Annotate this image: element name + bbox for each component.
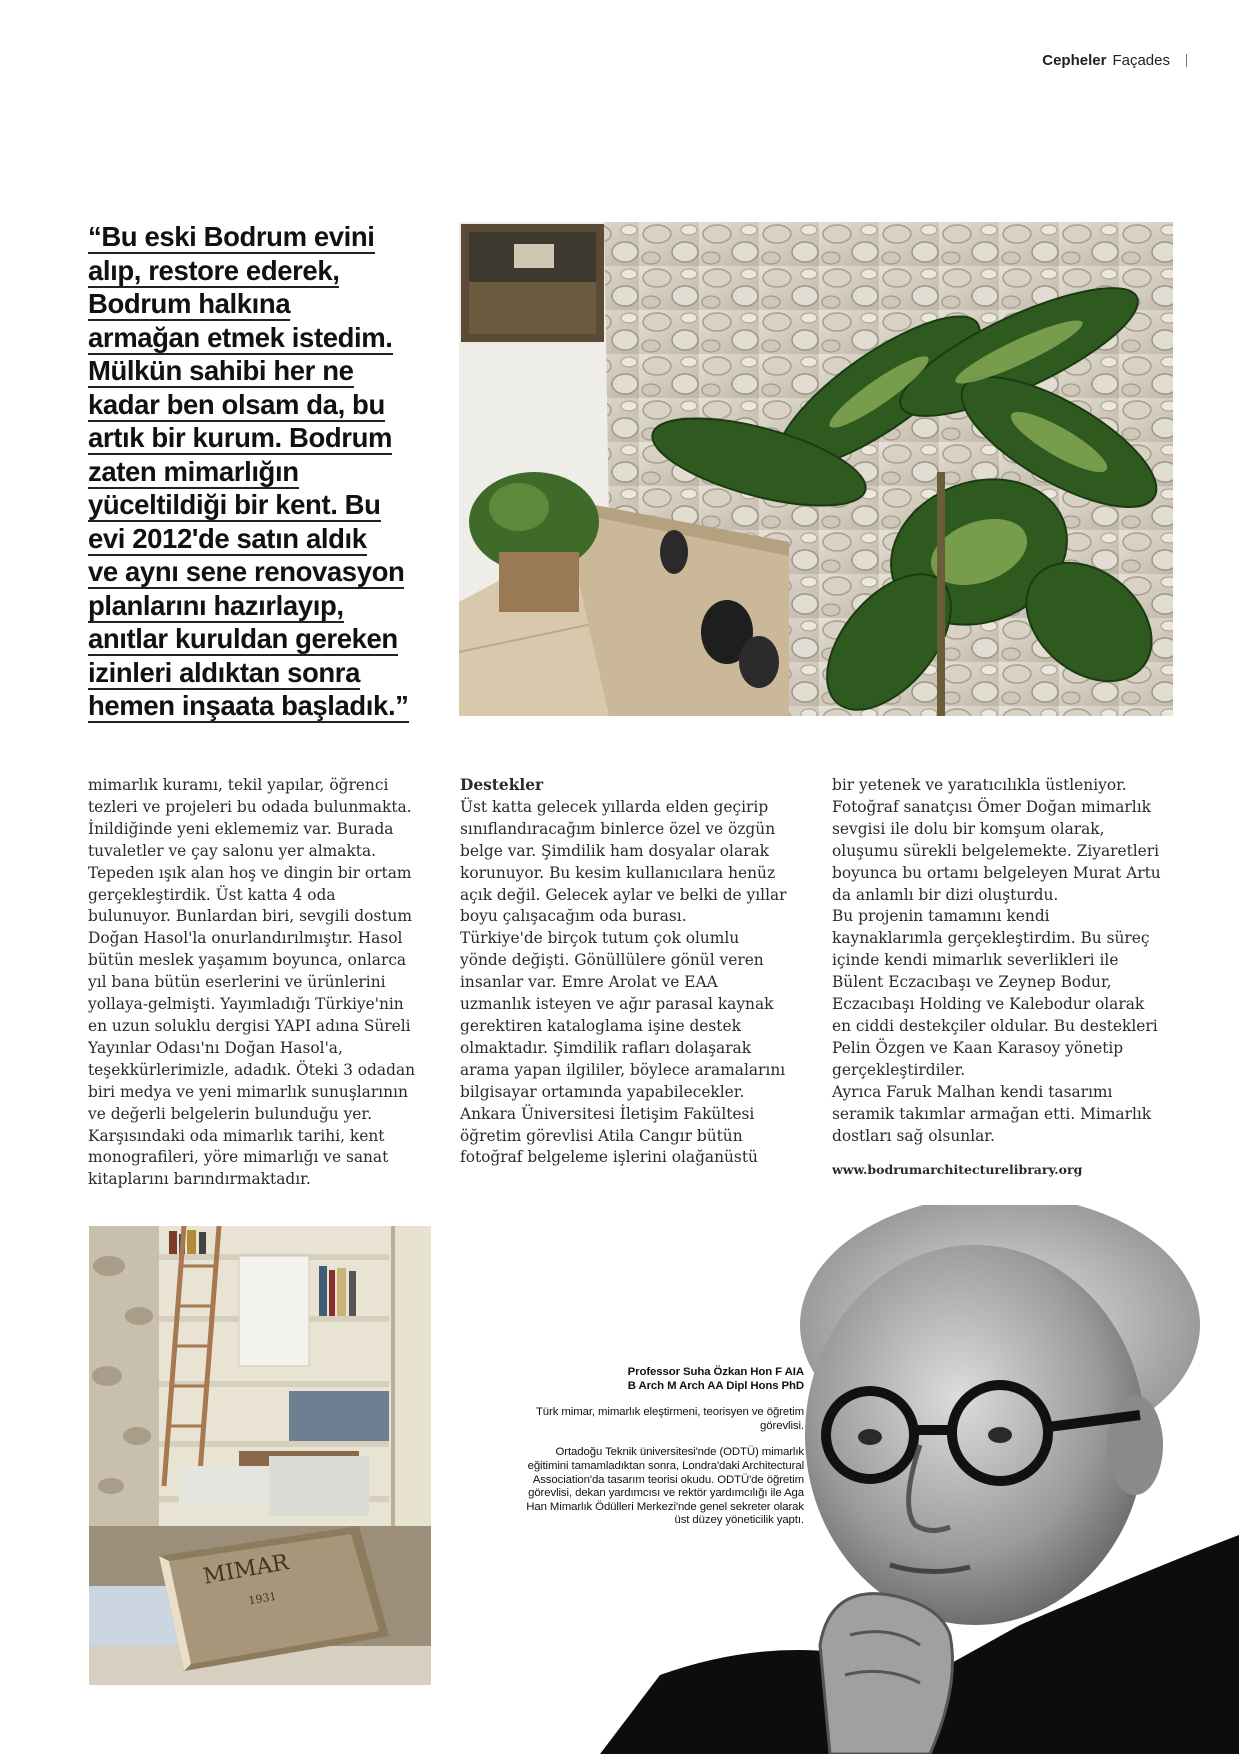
quote-line: kadar ben olsam da, bu bbox=[88, 388, 385, 420]
paragraph: mimarlık kuramı, tekil yapılar, öğrenci tezleri ve projeleri bu odada bulunmakta. İnildiğinde yeni eklememiz var. Burada tuvaletler ve çay salonu yer almakta. Tepeden ışık alan hoş ve dingin bir ortam gerçekleştirdik. Üst katta 4 oda bulunuyor. Bunlardan biri, sevgili dostum Doğan Hasol'la onurlandırılmıştır. Hasol bütün meslek yaşamım boyunca, onlarca yıl bana bütün eserlerini ve ürünlerini yollaya-gelmişti. Yayımladığı Türkiye'nin en uzun soluklu dergisi YAPI adına Süreli Yayınlar Odası'nı Doğan Hasol'a, teşekkürlerimizle, adadık. Öteki 3 odadan biri medya ve yeni mimarlık sunuşlarının ve değerli belgelerin bulunduğu yer. Karşısındaki oda mimarlık tarihi, kent monografileri, yöre mimarlığı ve sanat kitaplarını barındırmaktadır. bbox=[88, 776, 416, 1189]
book-year: 1931 bbox=[247, 1589, 278, 1608]
section-title-en: Façades bbox=[1112, 52, 1170, 69]
website-url[interactable]: www.bodrumarchitecturelibrary.org bbox=[832, 1162, 1083, 1178]
header-divider bbox=[1186, 54, 1187, 67]
book-title: MIMAR bbox=[201, 1550, 291, 1590]
quote-line: “Bu eski Bodrum evini bbox=[88, 221, 375, 252]
section-heading: Destekler bbox=[460, 776, 544, 794]
quote-line: armağan etmek istedim. bbox=[88, 321, 393, 353]
paragraph: bir yetenek ve yaratıcılıkla üstleniyor. Fotoğraf sanatçısı Ömer Doğan mimarlık sevgisi ile dolu bir komşum olarak, oluşumu sürekli belgelemekte. Ziyaretleri boyunca bu ortamı belgeleyen Murat Artu da anlamlı bir dizi oluşturdu. bbox=[832, 776, 1161, 904]
author-role: Türk mimar, mimarlık eleştirmeni, teorisyen ve öğretim görevlisi. bbox=[535, 1406, 804, 1432]
author-bio: Ortadoğu Teknik üniversitesi'nde (ODTÜ) mimarlık eğitimini tamamladıktan sonra, Londra'daki Architectural Association'da tasarım teorisi okudu. ODTÜ'de öğretim görevlisi, dekan yardımcısı ve rektör yardımcılığı ile Aga Han Mimarlık Ödülleri Merkezi'nde genel sekreter olarak üst düzey yöneticilik yaptı. bbox=[526, 1446, 804, 1527]
author-portrait-photo bbox=[600, 1205, 1239, 1754]
quote-line: Bodrum halkına bbox=[88, 288, 291, 319]
quote-line: planlarını hazırlayıp, bbox=[88, 589, 344, 621]
paragraph: Ankara Üniversitesi İletişim Fakültesi öğretim görevlisi Atila Cangır bütün fotoğraf belgeleme işlerini olağanüstü bbox=[460, 1104, 758, 1167]
paragraph: Türkiye'de birçok tutum çok olumlu yönde değişti. Gönüllülere gönül veren insanlar var. Emre Arolat ve EAA uzmanlık isteyen ve ağır parasal kaynak gerektiren kataloglama işine destek olmaktadır. Şimdilik rafları dolaşarak arama yapan ilgililer, böylece aramalarını bilgisayar ortamında yapabilecekler. bbox=[460, 929, 786, 1101]
body-column-3 bbox=[832, 775, 1162, 1181]
section-title-tr: Cepheler bbox=[1042, 52, 1107, 69]
body-column-2 bbox=[460, 775, 790, 1169]
quote-line: evi 2012'de satın aldık bbox=[88, 522, 367, 554]
paragraph: Üst katta gelecek yıllarda elden geçirip sınıflandıracağım binlerce özel ve özgün belge var. Şimdilik ham dosyalar olarak korunuyor. Bu kesim kullanıcılara henüz açık değil. Gelecek aylar ve belki de yıllar boyu çalışacağım oda burası. bbox=[460, 797, 787, 926]
author-degrees: B Arch M Arch AA Dipl Hons PhD bbox=[627, 1379, 804, 1392]
body-column-1 bbox=[88, 775, 418, 1191]
quote-line: Mülkün sahibi her ne bbox=[88, 355, 354, 386]
author-name: Professor Suha Özkan Hon F AIA bbox=[627, 1366, 804, 1378]
quote-line: hemen inşaata başladık.” bbox=[88, 690, 409, 721]
quote-line: izinleri aldıktan sonra bbox=[88, 656, 360, 688]
page-header bbox=[1042, 52, 1187, 69]
quote-line: artık bir kurum. Bodrum bbox=[88, 422, 393, 453]
paragraph: Ayrıca Faruk Malhan kendi tasarımı seramik takımlar armağan etti. Mimarlık dostları sağ olsunlar. bbox=[832, 1082, 1152, 1145]
quote-line: yüceltildiği bir kent. Bu bbox=[88, 489, 381, 520]
quote-line: anıtlar kuruldan gereken bbox=[88, 623, 398, 654]
pull-quote bbox=[88, 220, 453, 723]
quote-line: ve aynı sene renovasyon bbox=[88, 556, 405, 587]
paragraph: Bu projenin tamamını kendi kaynaklarımla gerçekleştirdim. Bu süreç içinde kendi mimarlık severlikleri ile Bülent Eczacıbaşı ve Zeynep Bodur, Eczacıbaşı Holding ve Kalebodur olarak en ciddi destekçiler oldular. Bu destekleri Pelin Özgen ve Kaan Karasoy yönetip gerçekleştirdiler. bbox=[832, 907, 1158, 1079]
interior-plant-photo bbox=[459, 222, 1173, 716]
quote-line: zaten mimarlığın bbox=[88, 455, 299, 487]
quote-line: alıp, restore ederek, bbox=[88, 254, 340, 286]
library-photo bbox=[89, 1226, 431, 1685]
